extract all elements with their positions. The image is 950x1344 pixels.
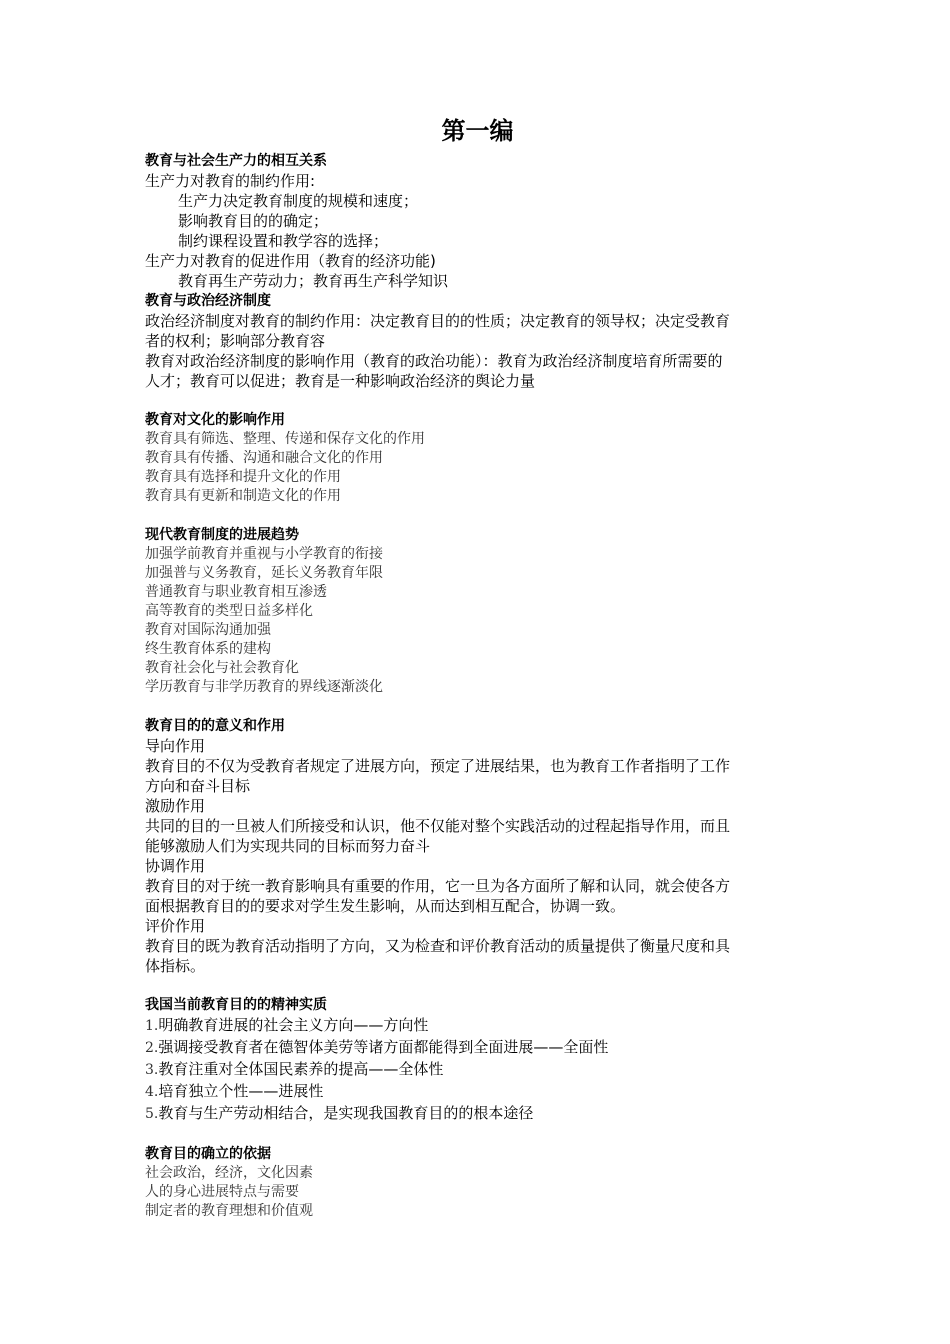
list-item: 教育社会化与社会教育化 (145, 660, 299, 676)
list-item: 社会政治，经济，文化因素 (145, 1165, 313, 1181)
text-line: 能够激励人们为实现共同的目标而努力奋斗 (145, 837, 431, 855)
list-item: 教育再生产劳动力；教育再生产科学知识 (178, 272, 449, 290)
list-item: 制定者的教育理想和价值观 (145, 1203, 313, 1219)
section-purpose (145, 716, 810, 976)
text-line: 人才；教育可以促进；教育是一种影响政治经济的舆论力量 (145, 372, 536, 390)
text-line: 激励作用 (145, 797, 206, 815)
list-item: 教育具有传播、沟通和融合文化的作用 (145, 450, 383, 466)
item-text: 明确教育进展的社会主义方向——方向性 (158, 1016, 429, 1034)
list-item: 教育具有选择和提升文化的作用 (145, 469, 341, 485)
item-text: 教育与生产劳动相结合，是实现我国教育目的的根本途径 (158, 1104, 534, 1122)
list-item: 普通教育与职业教育相互渗透 (145, 584, 327, 600)
section-heading: 现代教育制度的进展趋势 (145, 527, 299, 543)
section-heading: 教育对文化的影响作用 (145, 412, 285, 428)
section-heading: 教育目的确立的依据 (145, 1146, 271, 1162)
numbered-item (145, 1037, 810, 1059)
item-number: 4. (145, 1084, 159, 1100)
list-item: 生产力决定教育制度的规模和速度； (178, 192, 419, 210)
item-text: 教育注重对全体国民素养的提高——全体性 (158, 1060, 444, 1078)
list-item: 终生教育体系的建构 (145, 641, 271, 657)
text-line: 教育对政治经济制度的影响作用（教育的政治功能）：教育为政治经济制度培育所需要的 (145, 352, 723, 370)
list-item: 人的身心进展特点与需要 (145, 1184, 299, 1200)
document-page (145, 115, 810, 1221)
list-item: 加强学前教育并重视与小学教育的衔接 (145, 546, 383, 562)
section-basis (145, 1144, 810, 1221)
item-number: 5. (145, 1106, 159, 1122)
section-trends (145, 525, 810, 697)
text-line: 方向和奋斗目标 (145, 777, 251, 795)
list-item: 影响教育目的的确定； (178, 212, 329, 230)
section-heading: 我国当前教育目的的精神实质 (145, 997, 327, 1013)
section-essence (145, 995, 810, 1125)
section-heading: 教育与政治经济制度 (145, 293, 271, 309)
subheading: 生产力对教育的制约作用: (145, 172, 316, 190)
section-heading: 教育目的的意义和作用 (145, 718, 285, 734)
list-item: 教育对国际沟通加强 (145, 622, 271, 638)
item-number: 3. (145, 1062, 159, 1078)
numbered-item (145, 1081, 810, 1103)
numbered-item (145, 1103, 810, 1125)
numbered-item (145, 1059, 810, 1081)
item-number: 2. (145, 1040, 159, 1056)
list-item: 教育具有筛选、整理、传递和保存文化的作用 (145, 431, 425, 447)
page-title: 第一编 (441, 117, 514, 145)
text-line: 共同的目的一旦被人们所接受和认识，他不仅能对整个实践活动的过程起指导作用，而且 (145, 817, 731, 835)
list-item: 学历教育与非学历教育的界线逐渐淡化 (145, 679, 383, 695)
section-politics (145, 291, 810, 391)
spacer (145, 1125, 810, 1144)
section-culture (145, 410, 810, 506)
spacer (145, 976, 810, 995)
text-line: 者的权利；影响部分教育容 (145, 332, 326, 350)
list-item: 高等教育的类型日益多样化 (145, 603, 313, 619)
text-line: 教育目的不仅为受教育者规定了进展方向，预定了进展结果，也为教育工作者指明了工作 (145, 757, 731, 775)
list-item: 加强普与义务教育，延长义务教育年限 (145, 565, 383, 581)
text-line: 体指标。 (145, 957, 206, 975)
section-heading: 教育与社会生产力的相互关系 (145, 153, 327, 169)
text-line: 协调作用 (145, 857, 206, 875)
spacer (145, 697, 810, 716)
text-line: 政治经济制度对教育的制约作用：决定教育目的的性质；决定教育的领导权；决定受教育 (145, 312, 731, 330)
numbered-item (145, 1015, 810, 1037)
list-item: 教育具有更新和制造文化的作用 (145, 488, 341, 504)
list-item: 制约课程设置和教学容的选择； (178, 232, 389, 250)
text-line: 导向作用 (145, 737, 206, 755)
spacer (145, 391, 810, 410)
spacer (145, 506, 810, 525)
subheading: 生产力对教育的促进作用（教育的经济功能) (145, 252, 436, 270)
text-line: 教育目的对于统一教育影响具有重要的作用，它一旦为各方面所了解和认同，就会使各方 (145, 877, 731, 895)
section-productivity (145, 151, 810, 291)
text-line: 评价作用 (145, 917, 206, 935)
item-text: 强调接受教育者在德智体美劳等诸方面都能得到全面进展——全面性 (158, 1038, 609, 1056)
text-line: 面根据教育目的的要求对学生发生影响，从而达到相互配合，协调一致。 (145, 897, 626, 915)
item-number: 1. (145, 1018, 159, 1034)
item-text: 培育独立个性——进展性 (158, 1082, 324, 1100)
text-line: 教育目的既为教育活动指明了方向，又为检查和评价教育活动的质量提供了衡量尺度和具 (145, 937, 731, 955)
